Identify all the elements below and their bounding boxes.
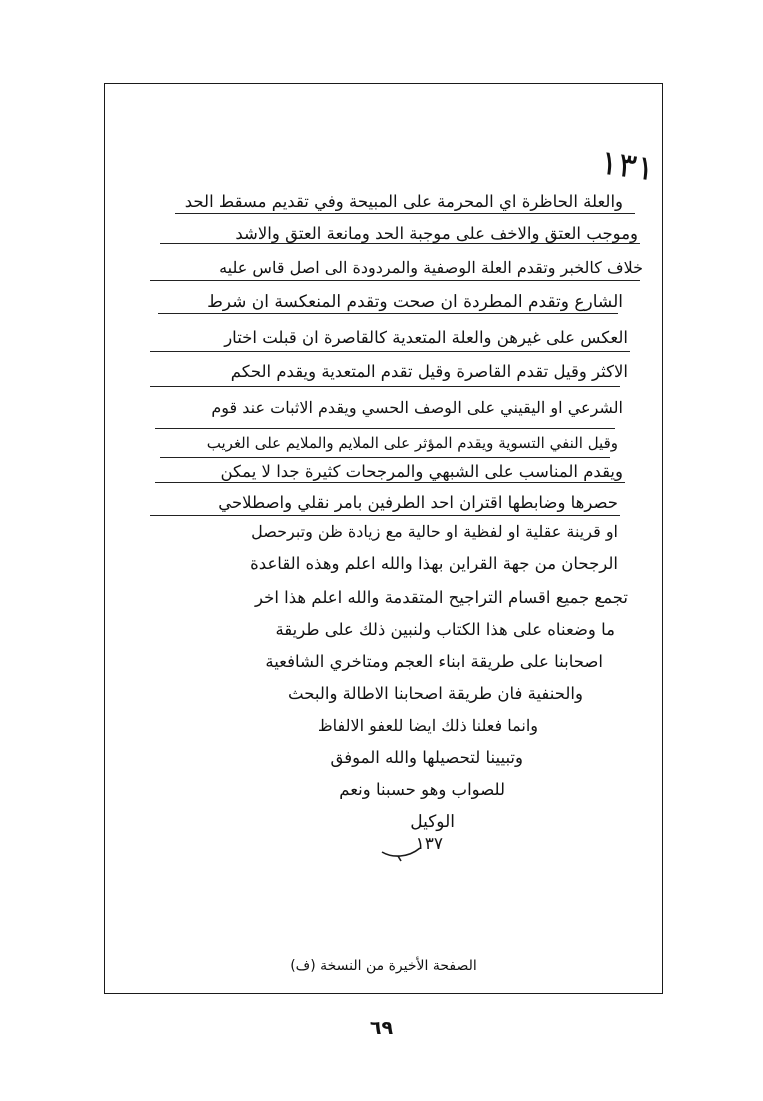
manuscript-line: والعلة الحاظرة اي المحرمة على المبيحة وفي تقديم مسقط الحد bbox=[184, 192, 623, 211]
manuscript-line: ويقدم المناسب على الشبهي والمرجحات كثيرة جدا لا يمكن bbox=[220, 462, 623, 481]
manuscript-line: الشرعي او اليقيني على الوصف الحسي ويقدم الاثبات عند قوم bbox=[211, 398, 623, 417]
manuscript-line: تجمع جميع اقسام التراجيح المتقدمة والله اعلم هذا اخر bbox=[255, 588, 628, 607]
manuscript-line: ١٣٧ bbox=[415, 834, 443, 854]
manuscript-line: او قرينة عقلية او لفظية او حالية مع زيادة ظن وتبرحصل bbox=[251, 522, 618, 541]
manuscript-line: اصحابنا على طريقة ابناء العجم ومتاخري الشافعية bbox=[265, 652, 603, 671]
manuscript-line: وتبيينا لتحصيلها والله الموفق bbox=[330, 748, 523, 767]
text-underline bbox=[158, 313, 618, 314]
text-underline bbox=[155, 428, 615, 429]
manuscript-line: وانما فعلنا ذلك ايضا للعفو الالفاظ bbox=[317, 716, 538, 735]
text-underline bbox=[150, 386, 620, 387]
manuscript-line: ما وضعناه على هذا الكتاب ولنبين ذلك على طريقة bbox=[275, 620, 615, 639]
folio-number: ١٣١ bbox=[597, 142, 658, 190]
manuscript-line: والحنفية فان طريقة اصحابنا الاطالة والبحث bbox=[288, 684, 583, 703]
closing-flourish-mark bbox=[378, 822, 428, 862]
text-underline bbox=[155, 482, 625, 483]
text-underline bbox=[160, 243, 640, 244]
manuscript-line: الاكثر وقيل تقدم القاصرة وقيل تقدم المتعدية ويقدم الحكم bbox=[230, 362, 628, 381]
text-underline bbox=[150, 351, 630, 352]
manuscript-line: وموجب العتق والاخف على موجبة الحد ومانعة العتق والاشد bbox=[235, 224, 638, 243]
manuscript-line: وقيل النفي التسوية ويقدم المؤثر على الملايم والملايم على الغريب bbox=[206, 434, 618, 452]
text-underline bbox=[175, 213, 635, 214]
manuscript-line: الوكيل bbox=[410, 812, 455, 832]
text-underline bbox=[160, 457, 610, 458]
page-number: ٦٩ bbox=[369, 1017, 394, 1039]
manuscript-line: العكس على غيرهن والعلة المتعدية كالقاصرة ان قبلت اختار bbox=[224, 328, 628, 347]
manuscript-line: للصواب وهو حسبنا ونعم bbox=[339, 780, 505, 799]
manuscript-line: الشارع وتقدم المطردة ان صحت وتقدم المنعكسة ان شرط bbox=[207, 292, 623, 312]
manuscript-line: حصرها وضابطها اقتران احد الطرفين بامر نقلي واصطلاحي bbox=[218, 493, 618, 512]
figure-caption: الصفحة الأخيرة من النسخة (ف) bbox=[290, 958, 477, 974]
manuscript-line: الرجحان من جهة القراين بهذا والله اعلم وهذه القاعدة bbox=[250, 554, 618, 573]
manuscript-line: خلاف كالخبر وتقدم العلة الوصفية والمردودة الى اصل قاس عليه bbox=[219, 258, 643, 277]
text-underline bbox=[150, 515, 620, 516]
text-underline bbox=[150, 280, 640, 281]
